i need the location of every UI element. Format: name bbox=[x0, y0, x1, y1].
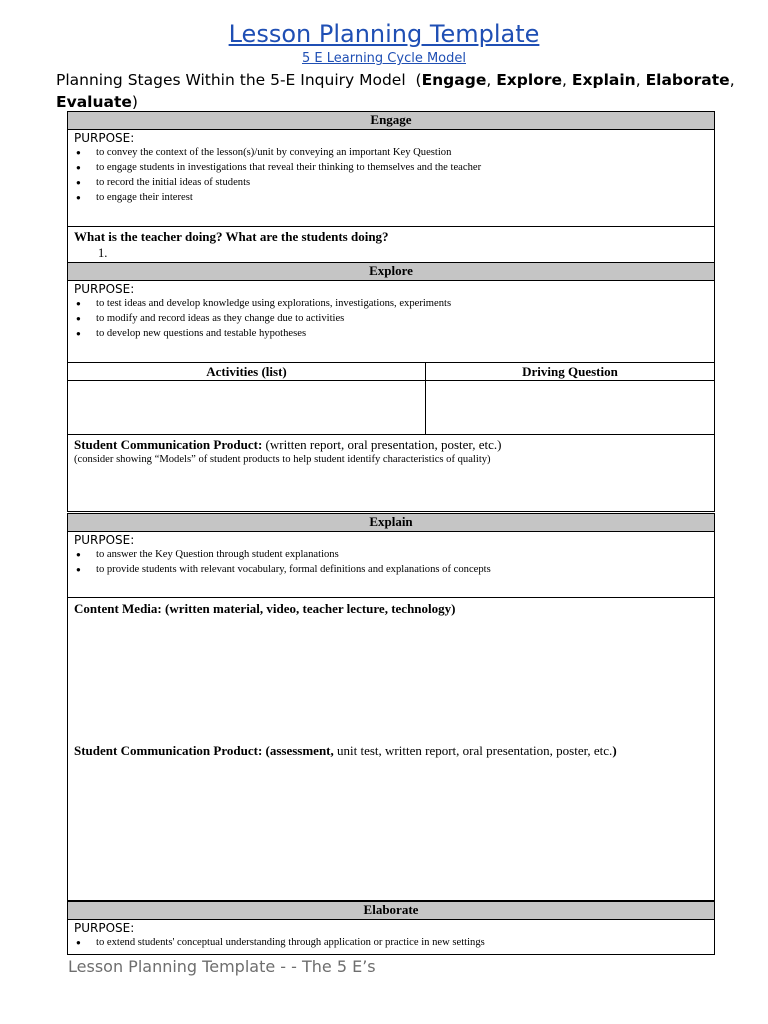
document-subtitle: 5 E Learning Cycle Model bbox=[301, 51, 466, 66]
explain-content-cell[interactable] bbox=[67, 597, 715, 901]
engage-question: What is the teacher doing? What are the students doing? bbox=[74, 229, 389, 244]
elaborate-purpose-cell[interactable] bbox=[67, 919, 715, 955]
engage-question-cell[interactable] bbox=[67, 226, 715, 263]
explain-header: Explain bbox=[67, 513, 715, 532]
document-title: Lesson Planning Template bbox=[228, 20, 540, 48]
list-item: ● to record the initial ideas of students bbox=[68, 175, 714, 190]
page-footer: Lesson Planning Template - - The 5 E’s bbox=[68, 957, 376, 976]
list-item: ● to test ideas and develop knowledge using explorations, investigations, experiments bbox=[68, 296, 714, 311]
explain-product-detail: unit test, written report, oral presentation, poster, etc. bbox=[337, 743, 613, 758]
engage-purpose-cell[interactable] bbox=[67, 129, 715, 227]
list-item: ● to engage students in investigations that reveal their thinking to themselves and the teacher bbox=[68, 160, 714, 175]
content-media-label: Content Media: (written material, video, teacher lecture, technology) bbox=[74, 601, 456, 616]
lesson-plan-table bbox=[67, 111, 715, 955]
engage-item-1: 1. bbox=[98, 246, 108, 260]
explain-product-label: Student Communication Product: (assessment, bbox=[74, 743, 334, 758]
stage-evaluate: Evaluate bbox=[56, 93, 132, 111]
explain-product-line bbox=[68, 741, 617, 759]
explain-purpose-list bbox=[68, 547, 714, 577]
explore-product-label: Student Communication Product: bbox=[74, 437, 263, 452]
list-item: ● to develop new questions and testable hypotheses bbox=[68, 326, 714, 341]
elaborate-header: Elaborate bbox=[67, 901, 715, 920]
explore-purpose-list bbox=[68, 296, 714, 341]
explore-purpose-label: PURPOSE: bbox=[74, 282, 135, 296]
stage-explore: Explore bbox=[496, 71, 563, 89]
stage-engage: Engage bbox=[421, 71, 487, 89]
driving-question-input-cell[interactable] bbox=[425, 380, 715, 435]
list-item: ● to extend students' conceptual understanding through application or practice in new settings bbox=[68, 935, 714, 950]
driving-question-column-header: Driving Question bbox=[425, 362, 715, 381]
stage-elaborate: Elaborate bbox=[645, 71, 730, 89]
explore-product-line bbox=[68, 435, 714, 453]
stages-heading: Planning Stages Within the 5-E Inquiry Model (Engage, Explore, Explain, Elaborate, Evaluate) bbox=[56, 71, 735, 111]
engage-purpose-list bbox=[68, 145, 714, 205]
list-item: ● to answer the Key Question through student explanations bbox=[68, 547, 714, 562]
explore-product-note: (consider showing “Models” of student products to help student identify characteristics of quality) bbox=[74, 454, 491, 465]
elaborate-purpose-label: PURPOSE: bbox=[74, 921, 135, 935]
explore-header: Explore bbox=[67, 262, 715, 281]
list-item: ● to modify and record ideas as they change due to activities bbox=[68, 311, 714, 326]
elaborate-purpose-list bbox=[68, 935, 714, 950]
stage-explain: Explain bbox=[571, 71, 636, 89]
explain-product-close: ) bbox=[612, 743, 617, 758]
explore-product-detail: (written report, oral presentation, poster, etc.) bbox=[265, 437, 502, 452]
list-item: ● to engage their interest bbox=[68, 190, 714, 205]
explore-purpose-cell[interactable] bbox=[67, 280, 715, 363]
list-item: ● to provide students with relevant vocabulary, formal definitions and explanations of concepts bbox=[68, 562, 714, 577]
explore-product-cell[interactable] bbox=[67, 434, 715, 512]
engage-purpose-label: PURPOSE: bbox=[74, 131, 135, 145]
activities-input-cell[interactable] bbox=[67, 380, 426, 435]
explain-purpose-cell[interactable] bbox=[67, 531, 715, 598]
engage-header: Engage bbox=[67, 111, 715, 130]
stages-prefix: Planning Stages Within the 5-E Inquiry Model bbox=[56, 71, 406, 89]
list-item: ● to convey the context of the lesson(s)/unit by conveying an important Key Question bbox=[68, 145, 714, 160]
explain-purpose-label: PURPOSE: bbox=[74, 533, 135, 547]
activities-column-header: Activities (list) bbox=[67, 362, 426, 381]
